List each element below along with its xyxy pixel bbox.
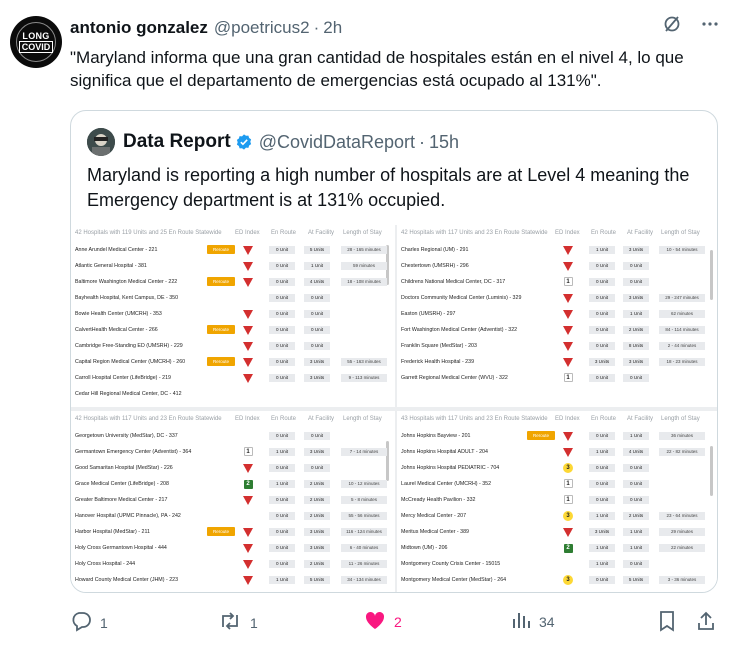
ed-index [563,447,573,457]
tweet-header [70,17,342,39]
at-facility-value: 0 Unit [623,480,649,488]
hospital-name: Baltimore Washington Medical Center - 222 [75,279,178,285]
ed-index [563,357,573,367]
at-facility-value: 3 Units [623,294,649,302]
col-length-of-stay: Length of Stay [343,230,382,236]
hospital-name: Doctors Community Medical Center (Luminis) - 329 [401,295,522,301]
col-en-route: En Route [591,230,617,236]
share-button[interactable] [696,610,716,635]
bookmark-button[interactable] [658,610,676,635]
hospital-name: Germantown Emergency Center (Adventist) - 364 [75,449,192,455]
at-facility-value: 5 Units [304,246,330,254]
en-route-value: 1 Unit [589,544,615,552]
at-facility-value: 1 Unit [623,432,649,440]
ed-index [243,527,253,537]
avatar-text-covid: COVID [19,41,54,53]
length-of-stay-value: 59 minutes [341,262,387,270]
ed-index [243,559,253,569]
col-length-of-stay: Length of Stay [661,230,700,236]
length-of-stay-value: 18 - 23 minutes [659,358,705,366]
table-row[interactable] [397,445,718,459]
hospital-name: Anne Arundel Medical Center - 221 [75,247,158,253]
ed-index: 3 [563,575,573,585]
en-route-value: 0 Unit [269,310,295,318]
en-route-value: 1 Unit [269,480,295,488]
user-avatar[interactable] [10,16,62,68]
at-facility-value: 1 Unit [623,528,649,536]
at-facility-value: 3 Units [304,358,330,366]
en-route-value: 0 Unit [589,342,615,350]
reroute-badge: Reroute [207,325,235,334]
at-facility-value: 5 Units [623,576,649,584]
hospital-name: Grace Medical Center (LifeBridge) - 208 [75,481,169,487]
table-row[interactable] [71,355,395,369]
length-of-stay-value: 2 - 44 minutes [659,342,705,350]
verified-icon [235,133,253,151]
hospital-name: Bayhealth Hospital, Kent Campus, DE - 350 [75,295,179,301]
ed-index: 2 [243,479,253,489]
en-route-value: 0 Unit [269,278,295,286]
en-route-value: 0 Unit [589,262,615,270]
length-of-stay-value: 22 - 82 minutes [659,448,705,456]
col-en-route: En Route [271,230,297,236]
hospital-name: Johns Hopkins Hospital PEDIATRIC - 704 [401,465,500,471]
ed-index [243,543,253,553]
at-facility-value: 0 Unit [623,278,649,286]
col-en-route: En Route [271,416,297,422]
at-facility-value: 1 Unit [623,310,649,318]
ed-index: 2 [563,543,573,553]
reply-button[interactable] [70,610,108,635]
quoted-tweet[interactable] [70,110,718,593]
table-row[interactable] [397,371,718,385]
table-row[interactable] [71,477,395,491]
ed-index: 1 [243,447,253,457]
ed-index [563,309,573,319]
panel-title: 42 Hospitals with 117 Units and 23 En Route Statewide [75,416,222,422]
at-facility-value: 0 Unit [623,496,649,504]
table-row[interactable] [397,461,718,475]
at-facility-value: 0 Unit [304,432,330,440]
en-route-value: 0 Unit [589,326,615,334]
ed-index: 3 [563,463,573,473]
at-facility-value: 3 Units [304,374,330,382]
dashboard-panel-bottom-left [71,411,395,593]
ed-index: 3 [563,511,573,521]
avatar-text-long: LONG [22,30,50,41]
table-row[interactable] [397,259,718,273]
en-route-value: 1 Unit [589,246,615,254]
header-separator: · [313,18,320,37]
like-icon [364,610,386,633]
ed-index [243,373,253,383]
author-handle[interactable]: @poetricus2 [213,18,310,37]
en-route-value: 0 Unit [269,464,295,472]
length-of-stay-value: 55 - 56 minutes [341,512,387,520]
en-route-value: 3 Units [589,358,615,366]
dashboard-panel-bottom-right [397,411,718,593]
at-facility-value: 3 Units [623,246,649,254]
reroute-badge: Reroute [207,527,235,536]
at-facility-value: 0 Unit [623,560,649,568]
ed-index [563,325,573,335]
at-facility-value: 3 Units [304,448,330,456]
table-row[interactable] [71,493,395,507]
length-of-stay-value: 3 - 36 minutes [659,576,705,584]
hospital-name: Capital Region Medical Center (UMCRH) - 260 [75,359,186,365]
table-row[interactable] [71,323,395,337]
at-facility-value: 2 Units [623,326,649,334]
col-ed-index: ED Index [555,230,580,236]
hospital-name: Meritus Medical Center - 389 [401,529,470,535]
at-facility-value: 0 Unit [304,326,330,334]
col-at-facility: At Facility [627,416,654,422]
hospital-name: CalvertHealth Medical Center - 266 [75,327,158,333]
hospital-name: Bowie Health Center (UMCRH) - 353 [75,311,162,317]
length-of-stay-value: 11 - 26 minutes [341,560,387,568]
en-route-value: 0 Unit [269,326,295,334]
ed-index: 1 [563,495,573,505]
hospital-name: Laurel Medical Center (UMCRH) - 352 [401,481,492,487]
table-row[interactable] [397,493,718,507]
hospital-name: Cambridge Free-Standing ED (UMSRH) - 229 [75,343,183,349]
table-row[interactable] [71,275,395,289]
ed-index [563,527,573,537]
at-facility-value: 0 Unit [304,310,330,318]
quote-time[interactable]: 15h [429,131,460,152]
table-row[interactable] [71,387,395,401]
en-route-value: 0 Unit [589,310,615,318]
hospital-name: Howard County Medical Center (JHM) - 223 [75,577,179,583]
retweet-count: 1 [250,614,258,631]
table-row[interactable] [397,541,718,555]
at-facility-value: 0 Unit [304,294,330,302]
at-facility-value: 1 Unit [304,262,330,270]
retweet-button[interactable] [218,610,258,635]
length-of-stay-value: 18 - 108 minutes [341,278,387,286]
ed-index: 1 [563,373,573,383]
hospital-name: Hanover Hospital (UPMC Pinnacle), PA - 242 [75,513,181,519]
at-facility-value: 2 Units [304,496,330,504]
at-facility-value: 0 Unit [623,374,649,382]
ed-index [243,325,253,335]
panel-title: 42 Hospitals with 119 Units and 25 En Route Statewide [75,230,222,236]
hospital-name: Johns Hopkins Bayview - 201 [401,433,471,439]
table-row[interactable] [397,291,718,305]
hospital-name: Frederick Health Hospital - 239 [401,359,475,365]
length-of-stay-value: 62 minutes [659,310,705,318]
hospital-name: Mercy Medical Center - 207 [401,513,467,519]
table-row[interactable] [71,339,395,353]
reply-icon [70,610,92,635]
at-facility-value: 2 Units [623,512,649,520]
table-row[interactable] [397,477,718,491]
hospital-name: Holy Cross Germantown Hospital - 444 [75,545,167,551]
table-row[interactable] [397,355,718,369]
dashboard-screenshot[interactable] [71,225,718,593]
retweet-icon [218,610,242,635]
at-facility-value: 2 Units [304,480,330,488]
length-of-stay-value: 84 - 114 minutes [659,326,705,334]
at-facility-value: 1 Unit [623,544,649,552]
at-facility-value: 0 Unit [304,342,330,350]
en-route-value: 0 Unit [269,374,295,382]
ed-index [563,261,573,271]
view-count: 34 [539,613,555,630]
length-of-stay-value: 6 - 40 minutes [341,544,387,552]
bookmark-icon [658,610,676,635]
col-at-facility: At Facility [308,230,335,236]
length-of-stay-value: 116 - 124 minutes [341,528,387,536]
en-route-value: 0 Unit [589,496,615,504]
quote-author-name[interactable]: Data Report [123,131,231,152]
reroute-badge: Reroute [207,245,235,254]
table-row[interactable] [71,445,395,459]
table-row[interactable] [71,307,395,321]
reply-count: 1 [100,614,108,631]
en-route-value: 0 Unit [589,294,615,302]
ed-index [243,341,253,351]
en-route-value: 3 Units [589,528,615,536]
at-facility-value: 0 Unit [623,464,649,472]
length-of-stay-value: 5 - 8 minutes [341,496,387,504]
length-of-stay-value: 22 minutes [659,544,705,552]
col-length-of-stay: Length of Stay [343,416,382,422]
table-row[interactable] [397,509,718,523]
table-row[interactable] [397,323,718,337]
en-route-value: 0 Unit [589,278,615,286]
en-route-value: 0 Unit [269,512,295,520]
at-facility-value: 4 Units [623,448,649,456]
ed-index [243,277,253,287]
en-route-value: 1 Unit [589,560,615,568]
en-route-value: 0 Unit [269,496,295,504]
col-at-facility: At Facility [627,230,654,236]
panel-title: 42 Hospitals with 117 Units and 23 En Route Statewide [401,230,548,236]
table-row[interactable] [397,525,718,539]
length-of-stay-value: 55 - 163 minutes [341,358,387,366]
table-row[interactable] [397,429,718,443]
en-route-value: 0 Unit [589,374,615,382]
length-of-stay-value: 29 - 247 minutes [659,294,705,302]
at-facility-value: 8 Units [623,342,649,350]
quote-avatar[interactable] [87,128,115,156]
ed-index: 1 [563,277,573,287]
table-row[interactable] [397,573,718,587]
dashboard-panel-top-right [397,225,718,407]
en-route-value: 1 Unit [269,448,295,456]
en-route-value: 0 Unit [269,246,295,254]
hospital-name: Cedar Hill Regional Medical Center, DC - 412 [75,391,182,397]
hospital-name: Holy Cross Hospital - 244 [75,561,136,567]
hospital-name: Fort Washington Medical Center (Adventist) - 322 [401,327,518,333]
en-route-value: 1 Unit [269,576,295,584]
quote-author-handle[interactable]: @CovidDataReport [258,131,416,152]
length-of-stay-value: 36 minutes [659,432,705,440]
en-route-value: 0 Unit [269,528,295,536]
hospital-name: Montgomery County Crisis Center - 15015 [401,561,501,567]
hospital-name: Johns Hopkins Hospital ADULT - 204 [401,449,488,455]
ed-index [563,341,573,351]
grok-icon[interactable] [662,14,682,39]
table-row[interactable] [71,557,395,571]
hospital-name: Garrett Regional Medical Center (WVU) - 322 [401,375,508,381]
en-route-value: 0 Unit [589,576,615,584]
ed-index [563,245,573,255]
tweet-text: "Maryland informa que una gran cantidad de hospitales están en el nivel 4, lo que significa que el departamento de emergencias está ocupado al 131%". [70,48,684,90]
col-ed-index: ED Index [555,416,580,422]
reroute-badge: Reroute [207,277,235,286]
top-actions [662,14,720,39]
panel-title: 43 Hospitals with 117 Units and 23 En Route Statewide [401,416,548,422]
quote-header [87,127,459,157]
hospital-name: Chestertown (UMSRH) - 296 [401,263,469,269]
length-of-stay-value: 10 - 12 minutes [341,480,387,488]
length-of-stay-value: 9 - 113 minutes [341,374,387,382]
ed-index [563,293,573,303]
en-route-value: 1 Unit [589,512,615,520]
hospital-name: Childrens National Medical Center, DC - 317 [401,279,506,285]
ed-index [563,431,573,441]
table-row[interactable] [397,339,718,353]
col-ed-index: ED Index [235,416,260,422]
hospital-name: McCready Health Pavilion - 332 [401,497,476,503]
hospital-name: Georgetown University (MedStar), DC - 337 [75,433,178,439]
hospital-name: Charles Regional (UM) - 291 [401,247,469,253]
author-name[interactable]: antonio gonzalez [70,18,208,37]
table-row[interactable] [397,275,718,289]
hospital-name: Atlantic General Hospital - 381 [75,263,147,269]
hospital-name: Franklin Square (MedStar) - 203 [401,343,477,349]
table-row[interactable] [71,573,395,587]
en-route-value: 0 Unit [589,480,615,488]
table-row[interactable] [71,291,395,305]
hospital-name: Carroll Hospital Center (LifeBridge) - 219 [75,375,171,381]
hospital-name: Midtown (UM) - 206 [401,545,448,551]
table-row[interactable] [71,509,395,523]
hospital-name: Harbor Hospital (MedStar) - 211 [75,529,150,535]
ed-index [243,357,253,367]
at-facility-value: 3 Units [304,544,330,552]
reroute-badge: Reroute [527,431,555,440]
table-row[interactable] [397,307,718,321]
en-route-value: 0 Unit [589,464,615,472]
dashboard-panel-top-left [71,225,395,407]
length-of-stay-value: 29 minutes [659,528,705,536]
at-facility-value: 2 Units [304,512,330,520]
hospital-name: Greater Baltimore Medical Center - 217 [75,497,168,503]
col-ed-index: ED Index [235,230,260,236]
at-facility-value: 0 Unit [304,464,330,472]
at-facility-value: 4 Units [304,278,330,286]
table-row[interactable] [71,461,395,475]
ed-index [243,463,253,473]
at-facility-value: 3 Units [304,528,330,536]
length-of-stay-value: 23 - 64 minutes [659,512,705,520]
en-route-value: 1 Unit [589,448,615,456]
table-row[interactable] [71,541,395,555]
ed-index [243,309,253,319]
at-facility-value: 3 Units [623,358,649,366]
hospital-name: Easton (UMSRH) - 297 [401,311,456,317]
hospital-name: Montgomery Medical Center (MedStar) - 264 [401,577,507,583]
en-route-value: 0 Unit [269,342,295,350]
ed-index [243,495,253,505]
length-of-stay-value: 34 - 134 minutes [341,576,387,584]
col-length-of-stay: Length of Stay [661,416,700,422]
length-of-stay-value: 28 - 165 minutes [341,246,387,254]
views-icon [511,610,531,633]
length-of-stay-value: 7 - 14 minutes [341,448,387,456]
en-route-value: 0 Unit [269,358,295,366]
more-icon[interactable] [700,14,720,39]
reroute-badge: Reroute [207,357,235,366]
en-route-value: 0 Unit [269,432,295,440]
col-at-facility: At Facility [308,416,335,422]
ed-index [243,245,253,255]
share-icon [696,610,716,635]
en-route-value: 0 Unit [589,432,615,440]
table-row[interactable] [71,259,395,273]
ed-index [243,575,253,585]
table-row[interactable] [397,243,718,257]
views-button[interactable] [511,610,555,633]
table-row[interactable] [397,557,718,571]
length-of-stay-value: 10 - 54 minutes [659,246,705,254]
hospital-name: Good Samaritan Hospital (MedStar) - 226 [75,465,173,471]
like-button[interactable] [364,610,402,633]
at-facility-value: 5 Units [304,576,330,584]
en-route-value: 0 Unit [269,262,295,270]
en-route-value: 0 Unit [269,294,295,302]
tweet-actions [70,610,718,636]
tweet-time[interactable]: 2h [323,18,343,37]
quote-separator: · [419,131,426,152]
ed-index [243,261,253,271]
like-count: 2 [394,613,402,630]
quote-text: Maryland is reporting a high number of hospitals are at Level 4 meaning the Emergency department is at 131% occupied. [87,165,690,210]
at-facility-value: 0 Unit [623,262,649,270]
table-row[interactable] [71,243,395,257]
at-facility-value: 2 Units [304,560,330,568]
en-route-value: 0 Unit [269,544,295,552]
ed-index: 1 [563,479,573,489]
table-row[interactable] [71,371,395,385]
table-row[interactable] [71,525,395,539]
en-route-value: 0 Unit [269,560,295,568]
table-row[interactable] [71,429,395,443]
col-en-route: En Route [591,416,617,422]
